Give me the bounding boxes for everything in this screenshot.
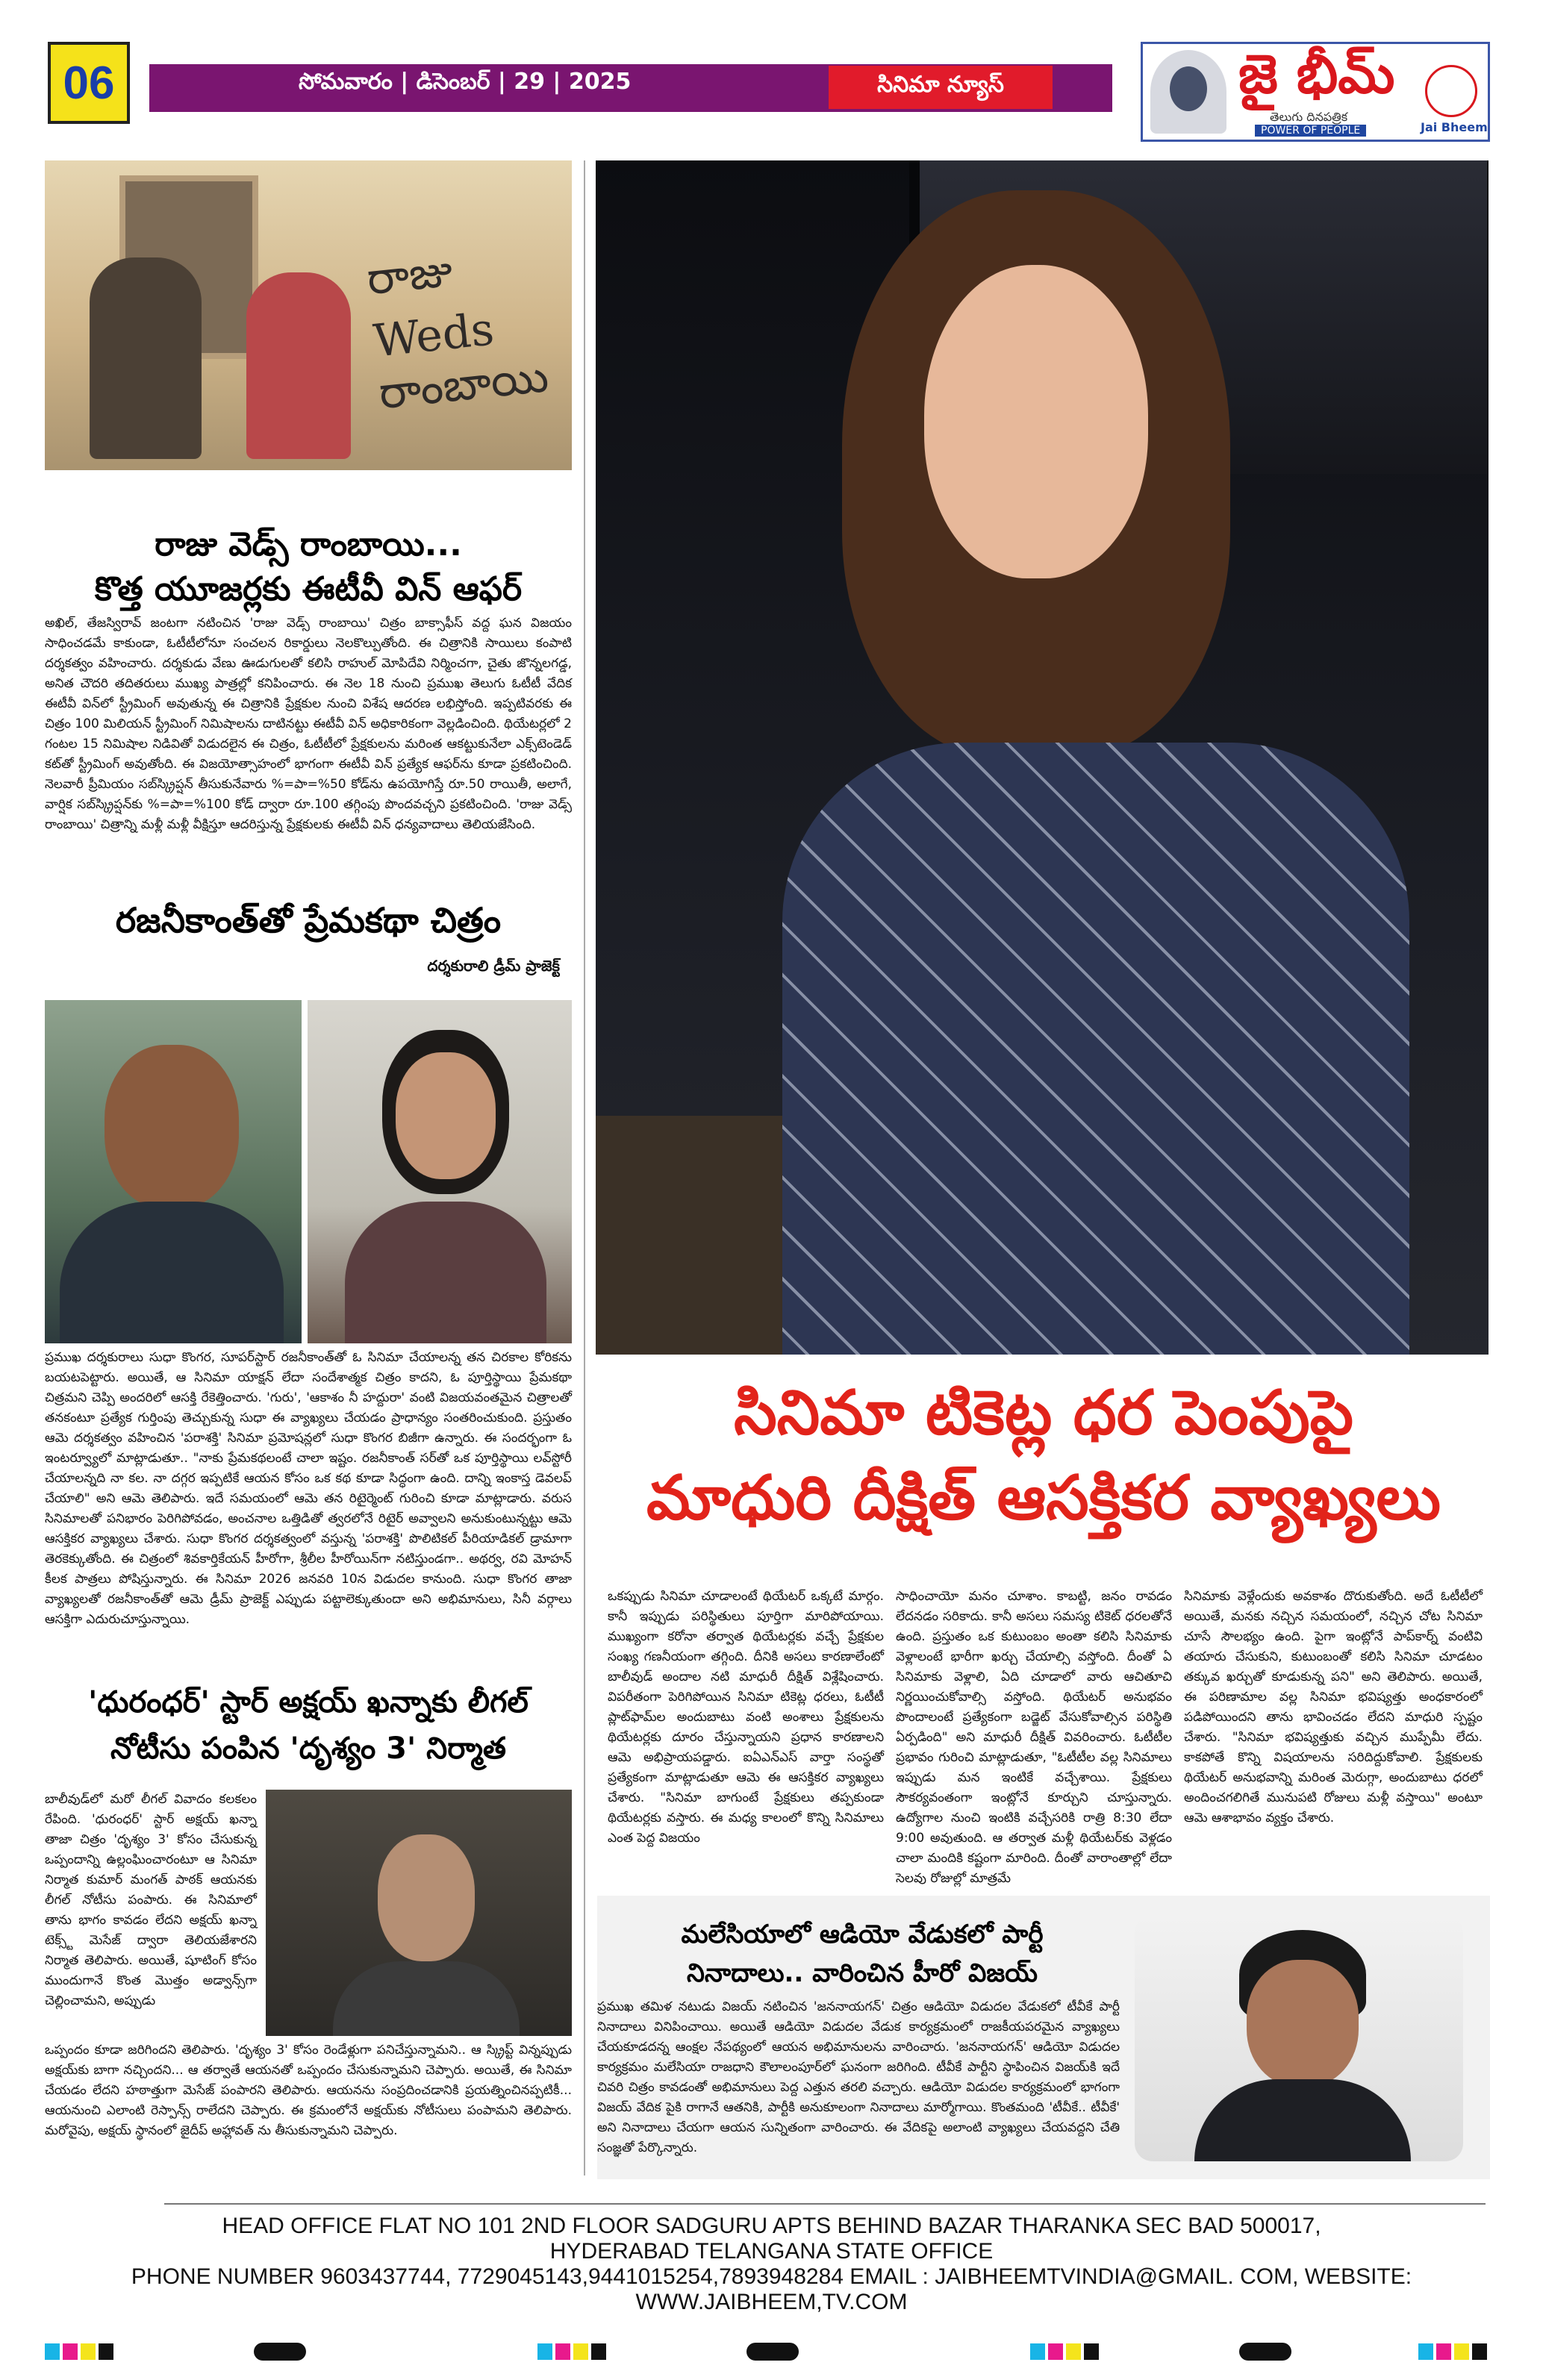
raju-article-body: అఖిల్, తేజస్విరావ్ జంటగా నటించిన 'రాజు వెడ్స్ రాంబాయి' చిత్రం బాక్సాఫీస్ వద్ద ఘన విజయం సాధించడమే కాకుండా, ఓటీటీలోనూ సంచలన రికార్డులు నెలకొల్పుతోంది. ఈ చిత్రానికి సాయిలు కంపాటి దర్శకత్వం వహించారు. దర్శకుడు వేణు ఊడుగులతో కలిసి రాహుల్ మోపిదేవి నిర్మించగా, చైతు జొన్నలగడ్డ, అనిత చౌదరి తదితరులు ముఖ్య పాత్రల్లో కనిపించారు. ఈ నెల 18 నుంచి ప్రముఖ తెలుగు ఓటీటీ వేదిక ఈటీవీ విన్‌లో స్ట్రీమింగ్ అవుతున్న ఈ చిత్రానికి ప్రేక్షకుల నుంచి విశేష ఆదరణ లభిస్తోంది. ఇప్పటివరకు ఈ చిత్రం 100 మిలియన్ స్ట్రీమింగ్ నిమిషాలను దాటినట్టు ఈటీవీ విన్ అధికారికంగా వెల్లడించింది. థియేటర్లలో 2 గంటల 15 నిమిషాల నిడివితో విడుదలైన ఈ చిత్రం, ఓటీటీలో ప్రేక్షకులను మరింత ఆకట్టుకునేలా ఎక్స్‌టెండెడ్ కట్‌తో స్ట్రీమింగ్ అవుతోంది. ఈ విజయోత్సాహంలో భాగంగా ఈటీవీ విన్ ప్రత్యేక ఆఫర్‌ను కూడా ప్రకటించింది. నెలవారీ ప్రీమియం సబ్‌స్క్రిప్షన్ తీసుకునేవారు %=పా=%50 కోడ్‌ను ఉపయోగిస్తే రూ.50 రాయితీ, అలాగే, వార్షిక సబ్‌స్క్రిప్షన్‌కు %=పా=%100 కోడ్ ద్వారా రూ.100 తగ్గింపు పొందవచ్చని ప్రకటించింది. 'రాజు వెడ్స్ రాంబాయి' చిత్రాన్ని మళ్లీ మళ్లీ వీక్షిస్తూ ఆదరిస్తున్న ప్రేక్షకులకు ఈటీవీ విన్ ధన్యవాదాలు తెలియజేసింది. <box>45 616 572 832</box>
madhuri-body-col-1: ఒకప్పుడు సినిమా చూడాలంటే థియేటర్ ఒక్కటే మార్గం. కానీ ఇప్పుడు పరిస్థితులు పూర్తిగా మారిపోయాయి. ముఖ్యంగా కరోనా తర్వాత థియేటర్లకు వచ్చే ప్రేక్షకుల సంఖ్య గణనీయంగా తగ్గింది. దీనికి అసలు కారణాలేంటో బాలీవుడ్ అందాల నటి మాధురీ దీక్షిత్ విశ్లేషించారు. విపరీతంగా పెరిగిపోయిన సినిమా టికెట్ల ధరలు, ఓటీటీ ప్లాట్‌ఫామ్‌ల అందుబాటు వంటి అంశాలు ప్రేక్షకులను థియేటర్లకు దూరం చేస్తున్నాయని ప్రధాన కారణాలని ఆమె అభిప్రాయపడ్డారు. ఐఏఎన్ఎస్ వార్తా సంస్థతో ప్రత్యేకంగా మాట్లాడుతూ ఆమె ఈ ఆసక్తికర వ్యాఖ్యలు చేశారు. "సినిమా బాగుంటే ప్రేక్షకులు తప్పకుండా థియేటర్లకు వస్తారు. ఈ మధ్య కాలంలో కొన్ని సినిమాలు ఎంత పెద్ద విజయం <box>608 1589 884 1846</box>
face-shape <box>1247 1960 1359 2087</box>
face-shape <box>396 1052 496 1179</box>
madhuri-headline-line-2: మాధురి దీక్షిత్ ఆసక్తికర వ్యాఖ్యలు <box>646 1463 1441 1534</box>
registration-mark <box>746 2343 799 2361</box>
dhurandhar-body-bottom: ఒప్పందం కూడా జరిగిందని తెలిపారు. 'దృశ్యం 3' కోసం రెండేళ్లుగా పనిచేస్తున్నామని.. ఆ స్క్రిప్ట్ విన్నప్పుడు అక్షయ్‌కు బాగా నచ్చిందని... ఆ తర్వాతే ఆయనతో ఒప్పందం చేసుకున్నామని చెప్పారు. అయితే, ఈ సినిమా చేయడం లేదని హఠాత్తుగా మెసేజ్ పంపారని తెలిపారు. ఆయనను సంప్రదించడానికి ప్రయత్నించినప్పటికీ... ఆయనుంచి ఎలాంటి రెస్పాన్స్ రాలేదని చెప్పారు. ఈ క్రమంలోనే అక్షయ్‌కు నోటీసులు పంపామని తెలిపారు. మరోవైపు, అక్షయ్ స్థానంలో జైదీప్ అహ్లావత్ ను తీసుకున్నామని చెప్పారు. <box>45 2043 572 2138</box>
madhuri-body-col-2: సాధించాయో మనం చూశాం. కాబట్టి, జనం రావడం లేదనడం సరికాదు. కానీ అసలు సమస్య టికెట్ ధరలతోనే ఉంది. ప్రస్తుతం ఒక కుటుంబం అంతా కలిసి సినిమాకు వెళ్లాలంటే భారీగా ఖర్చు చేయాల్సి వస్తోంది. దీంతో ఏ సినిమాకు వెళ్లాలి, ఏది చూడాలో వారు ఆచితూచి నిర్ణయించుకోవాల్సి వస్తోంది. థియేటర్ అనుభవం పొందాలంటే ప్రత్యేకంగా బడ్జెట్ వేసుకోవాల్సిన పరిస్థితి ఏర్పడింది" అని మాధురీ దీక్షిత్ వివరించారు. ఓటీటీల ప్రభావం గురించి మాట్లాడుతూ, "ఓటీటీల వల్ల సినిమాలు ఇప్పుడు మన ఇంటికే వచ్చేశాయి. ప్రేక్షకులు సౌకర్యవంతంగా ఇంట్లోనే కూర్చుని చూస్తున్నారు. ఉద్యోగాల నుంచి ఇంటికి వచ్చేసరికి రాత్రి 8:30 లేదా 9:00 అవుతుంది. ఆ తర్వాత మళ్లీ థియేటర్‌కు వెళ్లడం చాలా మందికి కష్టంగా మారింది. దీంతో వారాంతాల్లో లేదా సెలవు రోజుల్లో మాత్రమే <box>896 1589 1172 1886</box>
dhurandhar-headline <box>45 1679 572 1772</box>
madhuri-body-col-3: సినిమాకు వెళ్లేందుకు అవకాశం దొరుకుతోంది. అదే ఓటీటీలో అయితే, మనకు నచ్చిన సమయంలో, నచ్చిన చోట సినిమా చూసే సౌలభ్యం ఉంది. పైగా ఇంట్లోనే పాప్‌కార్న్ వంటివి తయారు చేసుకుని, కుటుంబంతో కలిసి సినిమా చూడటం తక్కువ ఖర్చుతో కూడుకున్న పని" అని తెలిపారు. అయితే, ఈ పరిణామాల వల్ల సినిమా భవిష్యత్తు అంధకారంలో పడిపోయిందని తాను భావించడం లేదని మాధురి స్పష్టం చేశారు. "సినిమా భవిష్యత్తుకు వచ్చిన ముప్పేమీ లేదు. కాకపోతే కొన్ని విషయాలను సరిదిద్దుకోవాలి. ప్రేక్షకులకు థియేటర్ అనుభవాన్ని మరింత మెరుగ్గా, అందుబాటు ధరలో అందించగలిగితే మునుపటి రోజులు మళ్లీ వస్తాయి" అంటూ ఆమె ఆశాభావం వ్యక్తం చేశారు. <box>1184 1589 1483 1825</box>
checked-dress <box>782 743 1409 1355</box>
color-registration-strip <box>1418 2343 1490 2360</box>
rajinikanth-photo <box>45 1000 302 1343</box>
vijay-photo <box>1135 1915 1463 2161</box>
rajini-subhead: దర్శకురాలి డ్రీమ్ ప్రాజెక్ట్ <box>427 957 560 975</box>
actress-figure <box>246 272 351 459</box>
masthead-tagline: POWER OF PEOPLE <box>1255 125 1366 137</box>
column-divider <box>584 160 585 2176</box>
actor-figure <box>90 257 202 459</box>
rajini-headline: రజనీకాంత్‌తో ప్రేమకథా చిత్రం <box>115 900 502 940</box>
issue-date: సోమవారం | డిసెంబర్ | 29 | 2025 <box>299 69 632 95</box>
body-shape <box>1194 2079 1411 2161</box>
raju-headline-line-2: కొత్త యూజర్లకు ఈటీవీ విన్ ఆఫర్ <box>94 570 523 608</box>
ambedkar-portrait-icon <box>1150 50 1226 134</box>
poster-title: రాజు Weds రాంబాయి <box>364 244 551 420</box>
face-shape <box>924 265 1148 578</box>
madhuri-headline-line-1: సినిమా టికెట్ల ధర పెంపుపై <box>734 1378 1353 1449</box>
raju-headline <box>45 522 572 612</box>
color-registration-strip <box>45 2343 116 2360</box>
color-registration-strip <box>537 2343 609 2360</box>
face-shape <box>378 1834 475 1961</box>
section-label: సినిమా న్యూస్ <box>829 66 1053 109</box>
masthead-title: జై భీమ్ <box>1238 43 1395 105</box>
page-number: 06 <box>48 42 130 124</box>
dhurandhar-body-side: బాలీవుడ్‌లో మరో లీగల్ వివాదం కలకలం రేపింది. 'ధురంధర్' స్టార్ అక్షయ్ ఖన్నా తాజా చిత్రం 'దృశ్యం 3' కోసం చేసుకున్న ఒప్పందాన్ని ఉల్లంఘించారంటూ ఆ సినిమా నిర్మాత కుమార్ మంగత్ పాఠక్ ఆయనకు లీగల్ నోటీసు పంపారు. ఈ సినిమాలో తాను భాగం కావడం లేదని అక్షయ్ ఖన్నా టెక్స్ట్ మెసేజ్ ద్వారా తెలియజేశారని నిర్మాత తెలిపారు. అయితే, షూటింగ్ కోసం ముందుగానే కొంత మొత్తం అడ్వాన్స్‌గా చెల్లించామని, అప్పుడు <box>45 1792 257 2008</box>
masthead <box>1141 42 1490 142</box>
rajini-article-body: ప్రముఖ దర్శకురాలు సుధా కొంగర, సూపర్‌స్టార్ రజనీకాంత్‌తో ఓ సినిమా చేయాలన్న తన చిరకాల కోరికను బయటపెట్టారు. అయితే, ఆ సినిమా యాక్షన్ లేదా సందేశాత్మక చిత్రం కాదని, ఓ పూర్తిస్థాయి ప్రేమకథా చిత్రమని చెప్పి అందరిలో ఆసక్తి రేకెత్తించారు. 'గురు', 'ఆకాశం నీ హద్దురా' వంటి విజయవంతమైన చిత్రాలతో తనకంటూ ప్రత్యేక గుర్తింపు తెచ్చుకున్న సుధా ఈ వ్యాఖ్యలు చేయడం ప్రాధాన్యం సంతరించుకుంది. ప్రస్తుతం ఆమె దర్శకత్వం వహించిన 'పరాశక్తి' సినిమా ప్రమోషన్లలో సుధా కొంగర బిజీగా ఉన్నారు. ఈ సందర్భంగా ఓ ఇంటర్వ్యూలో మాట్లాడుతూ.. "నాకు ప్రేమకథలంటే చాలా ఇష్టం. రజనీకాంత్ సర్‌తో ఒక పూర్తిస్థాయి లవ్‌స్టోరీ చేయాలన్నది నా కల. నా దగ్గర ఇప్పటికే ఆయన కోసం ఒక కథ కూడా సిద్ధంగా ఉంది. దాన్ని ఇంకాస్త డెవలప్ చేయాలి" అని ఆమె తెలిపారు. ఇదే సమయంలో ఆమె తన రిటైర్మెంట్ గురించి కూడా మాట్లాడారు. వరుస సినిమాలతో పనిభారం పెరిగిపోవడం, అంచనాల ఒత్తిడితో త్వరలోనే రిటైర్ అవ్వాలని అనుకుంటున్నట్టు ఆమె ఆసక్తికర వ్యాఖ్యలు చేశారు. సుధా కొంగర దర్శకత్వంలో వస్తున్న 'పరాశక్తి' పొలిటికల్ పీరియాడికల్ డ్రామాగా తెరకెక్కుతోంది. ఈ చిత్రంలో శివకార్తికేయన్ హీరోగా, శ్రీలీల హీరోయిన్‌గా నటిస్తుండగా.. అథర్వ, రవి మోహన్ కీలక పాత్రలు పోషిస్తున్నారు. ఈ సినిమా 2026 జనవరి 10న విడుదల కానుంది. సుధా కొంగర తాజా వ్యాఖ్యలతో రజనీకాంత్‌తో ఆమె డ్రీమ్ ప్రాజెక్ట్ ఎప్పుడు పట్టాలెక్కుతుందా అని అభిమానులు, సినీ వర్గాలు ఆసక్తిగా ఎదురుచూస్తున్నాయి. <box>45 1350 572 1627</box>
malaysia-article-body: ప్రముఖ తమిళ నటుడు విజయ్ నటించిన 'జననాయగన్' చిత్రం ఆడియో విడుదల వేడుకలో టీవీకే పార్టీ నినాదాలు వినిపించాయి. అయితే ఆడియో విడుదల వేడుక కార్యక్రమంలో రాజకీయపరమైన వ్యాఖ్యలు చేయకూడదన్న ఆంక్షల నేపథ్యంలో ఆయన అభిమానులను వారించారు. 'జననాయగన్' ఆడియో విడుదల కార్యక్రమం మలేసియా రాజధాని కౌలాలంపూర్‌లో ఘనంగా జరిగింది. టీవీకే పార్టీని స్థాపించిన విజయ్‌కి ఇదే చివరి చిత్రం కావడంతో అభిమానులు పెద్ద ఎత్తున తరలి వచ్చారు. ఆడియో విడుదల కార్యక్రమంలో భాగంగా విజయ్ వేదిక పైకి రాగానే ఆతనికి, పార్టీకి అనుకూలంగా నినాదాలు మార్మోగాయి. కొంతమంది 'టీవీకే.. టీవీకే' అని నినాదాలు చేయగా ఆయన సున్నితంగా వారించారు. ఈ వేదికపై అలాంటి వ్యాఖ్యలు చేయవద్దని చేతి సంజ్ఞతో పేర్కొన్నారు. <box>597 1999 1120 2155</box>
footer-address-1: HEAD OFFICE FLAT NO 101 2ND FLOOR SADGURU APTS BEHIND BAZAR THARANKA SEC BAD 500017, <box>222 2214 1321 2238</box>
masthead-logo-text: Jai Bheem <box>1421 120 1488 134</box>
madhuri-dixit-photo <box>596 160 1489 1355</box>
footer-contact: PHONE NUMBER 9603437744, 7729045143,9441015254,7893948284 EMAIL : JAIBHEEMTVINDIA@GMAIL. COM, WEBSITE: WWW.JAIBHEEM,TV.COM <box>131 2264 1412 2314</box>
dhurandhar-headline-line-1: 'ధురంధర్' స్టార్ అక్షయ్ ఖన్నాకు లీగల్ <box>88 1685 529 1720</box>
footer <box>0 2214 1543 2315</box>
color-registration-strip <box>1030 2343 1102 2360</box>
footer-address-2: HYDERABAD TELANGANA STATE OFFICE <box>549 2239 994 2264</box>
malaysia-headline <box>597 1915 1127 1993</box>
jai-bheem-logo-icon <box>1425 65 1477 117</box>
registration-mark <box>254 2343 306 2361</box>
body-shape <box>60 1202 284 1343</box>
masthead-subtitle: తెలుగు దినపత్రిక <box>1270 110 1348 124</box>
body-shape <box>333 1961 520 2036</box>
malaysia-headline-line-2: నినాదాలు.. వారించిన హీరో విజయ్ <box>687 1958 1038 1988</box>
registration-mark <box>1239 2343 1291 2361</box>
akshaye-khanna-photo <box>266 1790 572 2036</box>
sudha-kongara-photo <box>308 1000 572 1343</box>
footer-divider <box>164 2203 1486 2205</box>
malaysia-headline-line-1: మలేసియాలో ఆడియో వేడుకలో పార్టీ <box>681 1920 1044 1949</box>
face-shape <box>105 1045 239 1209</box>
raju-weds-rambai-poster <box>45 160 572 470</box>
raju-headline-line-1: రాజు వెడ్స్ రాంబాయి... <box>155 525 462 563</box>
body-shape <box>345 1202 546 1343</box>
dhurandhar-headline-line-2: నోటీసు పంపిన 'దృశ్యం 3' నిర్మాత <box>110 1731 507 1766</box>
